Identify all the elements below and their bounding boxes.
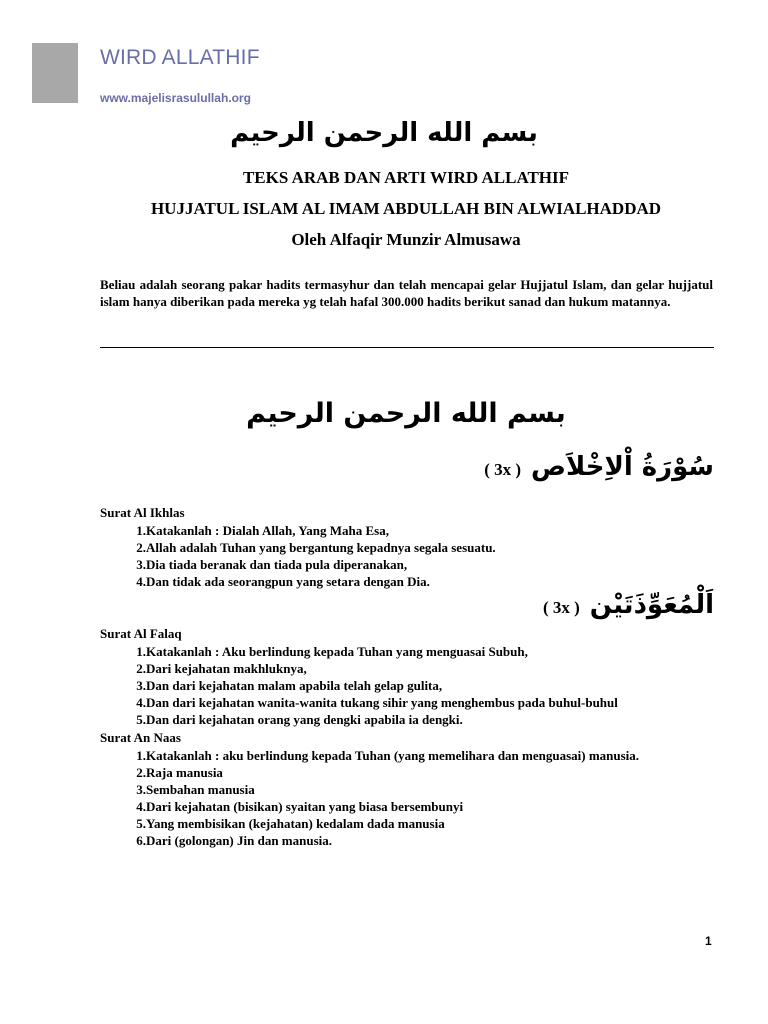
verse-list-naas	[100, 747, 713, 849]
verse-text: Dari kejahatan (bisikan) syaitan yang biasa bersembunyi	[146, 799, 464, 814]
list-item	[100, 711, 713, 728]
verse-number: 3.	[136, 557, 146, 572]
list-item	[100, 694, 713, 711]
verse-number: 6.	[136, 833, 146, 848]
verse-number: 3.	[136, 678, 146, 693]
verse-list-falaq	[100, 643, 713, 728]
bismillah-body: بسم الله الرحمن الرحيم	[246, 398, 566, 429]
surah-arabic-title: سُوْرَةُ اْلاِخْلاَص	[531, 452, 714, 482]
verse-number: 2.	[136, 765, 146, 780]
list-item	[100, 660, 713, 677]
intro-paragraph: Beliau adalah seorang pakar hadits termasyhur dan telah mencapai gelar Hujjatul Islam, dan gelar hujjatul islam hanya diberikan pada mereka yg telah hafal 300.000 hadits berikut sanad dan hukum matannya.	[100, 277, 713, 309]
verse-number: 2.	[136, 661, 146, 676]
list-item	[100, 798, 713, 815]
site-title: WIRD ALLATHIF	[100, 46, 260, 69]
verse-text: Yang membisikan (kejahatan) kedalam dada manusia	[146, 816, 445, 831]
verse-number: 3.	[136, 782, 146, 797]
verse-text: Dari (golongan) Jin dan manusia.	[146, 833, 333, 848]
verse-text: Allah adalah Tuhan yang bergantung kepadnya segala sesuatu.	[146, 540, 496, 555]
verse-number: 2.	[136, 540, 146, 555]
verse-number: 1.	[136, 748, 146, 763]
page-number: 1	[705, 934, 712, 948]
list-item	[100, 539, 713, 556]
document-author: Oleh Alfaqir Munzir Almusawa	[291, 230, 521, 249]
list-item	[100, 832, 713, 849]
verse-text: Dari kejahatan makhluknya,	[146, 661, 307, 676]
list-item	[100, 643, 713, 660]
verse-number: 4.	[136, 695, 146, 710]
logo-block	[32, 43, 78, 103]
site-url[interactable]: www.majelisrasulullah.org	[100, 91, 251, 105]
repeat-count: ( 3x )	[484, 460, 522, 479]
verse-number: 1.	[136, 644, 146, 659]
bismillah-heading: بسم الله الرحمن الرحيم	[230, 118, 538, 148]
verse-text: Sembahan manusia	[146, 782, 255, 797]
list-item	[100, 815, 713, 832]
verse-text: Katakanlah : Dialah Allah, Yang Maha Esa,	[146, 523, 389, 538]
verse-number: 4.	[136, 574, 146, 589]
repeat-count: ( 3x )	[542, 598, 580, 617]
verse-text: Dia tiada beranak dan tiada pula diperanakan,	[146, 557, 408, 572]
divider-line	[100, 347, 714, 348]
section-title-naas: Surat An Naas	[100, 730, 181, 745]
list-item	[100, 522, 713, 539]
list-item	[100, 747, 713, 764]
list-item	[100, 764, 713, 781]
list-item	[100, 781, 713, 798]
surah-arabic-title: اَلْمُعَوِّذَتَيْن	[589, 590, 714, 620]
verse-list-ikhlas	[100, 522, 713, 590]
surah-header-ikhlas	[484, 452, 714, 482]
document-subtitle: HUJJATUL ISLAM AL IMAM ABDULLAH BIN ALWIALHADDAD	[150, 199, 662, 218]
section-title-ikhlas: Surat Al Ikhlas	[100, 505, 185, 520]
verse-number: 4.	[136, 799, 146, 814]
verse-text: Dan tidak ada seorangpun yang setara dengan Dia.	[146, 574, 430, 589]
verse-number: 5.	[136, 712, 146, 727]
verse-text: Dan dari kejahatan wanita-wanita tukang sihir yang menghembus pada buhul-buhul	[146, 695, 618, 710]
verse-text: Raja manusia	[146, 765, 223, 780]
list-item	[100, 573, 713, 590]
verse-number: 1.	[136, 523, 146, 538]
list-item	[100, 556, 713, 573]
verse-text: Dan dari kejahatan orang yang dengki apabila ia dengki.	[146, 712, 463, 727]
verse-number: 5.	[136, 816, 146, 831]
verse-text: Katakanlah : aku berlindung kepada Tuhan (yang memelihara dan menguasai) manusia.	[146, 748, 640, 763]
verse-text: Dan dari kejahatan malam apabila telah gelap gulita,	[146, 678, 443, 693]
list-item	[100, 677, 713, 694]
surah-header-muawwidzatain	[543, 590, 714, 620]
verse-text: Katakanlah : Aku berlindung kepada Tuhan yang menguasai Subuh,	[146, 644, 528, 659]
section-title-falaq: Surat Al Falaq	[100, 626, 182, 641]
document-title: TEKS ARAB DAN ARTI WIRD ALLATHIF	[242, 168, 570, 187]
